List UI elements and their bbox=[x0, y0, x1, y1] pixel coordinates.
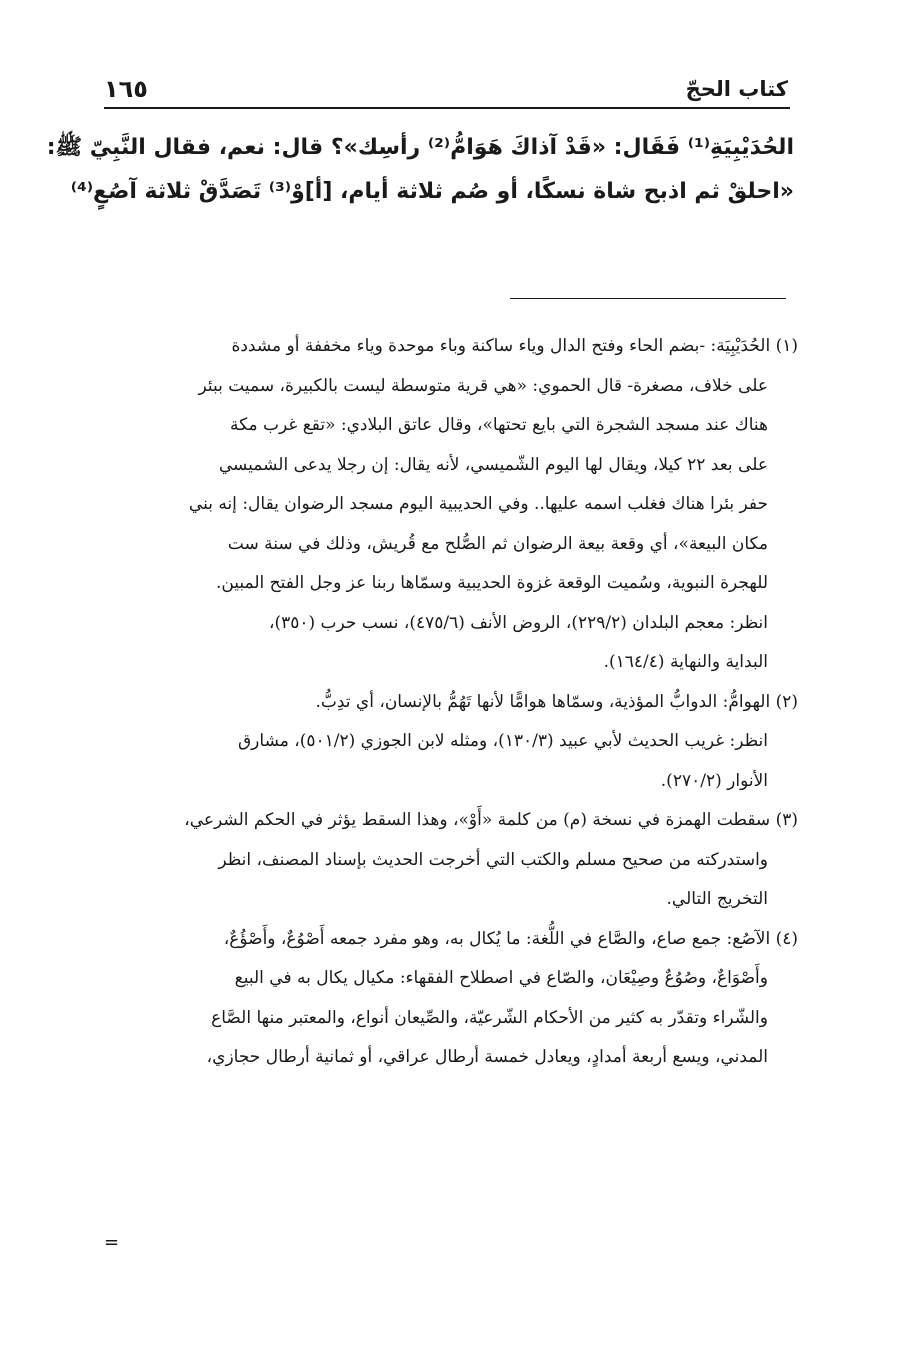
footnote-1-line: مكان البيعة»، أي وقعة بيعة الرضوان ثم الصُّلح مع قُريش، وذلك في سنة ست bbox=[227, 533, 768, 554]
main-text bbox=[46, 126, 794, 214]
footnotes bbox=[104, 327, 798, 1078]
footnote-1-line: للهجرة النبوية، وسُميت الوقعة غزوة الحديبية وسمّاها ربنا عز وجل الفتح المبين. bbox=[215, 573, 768, 593]
continuation-mark: = bbox=[104, 1232, 120, 1253]
footnote-4-line: (٤) الآصُع: جمع صاع، والصَّاع في اللُّغة: ما يُكال به، وهو مفرد جمعه أَصْوُعٌ، وأَصْؤُعٌ، bbox=[223, 928, 798, 949]
footnote-3-line: (٣) سقطت الهمزة في نسخة (م) من كلمة «أَوْ»، وهذا السقط يؤثر في الحكم الشرعي، bbox=[184, 810, 798, 830]
footnote-2-line: الأنوار (٢٧٠/٢). bbox=[660, 770, 768, 791]
footnote-1-line: حفر بئرا هناك فغلب اسمه عليها.. وفي الحديبية اليوم مسجد الرضوان يقال: إنه بني bbox=[188, 494, 768, 514]
footnote-1-line: على خلاف، مصغرة- قال الحموي: «هي قرية متوسطة ليست بالكبيرة، سميت ببئر bbox=[198, 375, 768, 396]
page-header bbox=[104, 72, 788, 106]
footnote-separator bbox=[510, 298, 786, 299]
main-text-line: الحُدَيْبِيَةِ⁽¹⁾ فَقَال: «قَدْ آذاكَ هَوَامُّ⁽²⁾ رأسِك»؟ قال: نعم، فقال النَّبِيّ ﷺ: bbox=[46, 135, 794, 160]
footnote-4-line: وأَصْوَاعٌ، وصُوُعٌ وصِيْعَان، والصّاع في اصطلاح الفقهاء: مكيال يكال به في البيع bbox=[234, 968, 768, 988]
footnote-4-line: المدني، ويسع أربعة أمدادٍ، ويعادل خمسة أرطال عراقي، أو ثمانية أرطال حجازي، bbox=[206, 1047, 768, 1067]
footnote-2-line: انظر: غريب الحديث لأبي عبيد (١٣٠/٣)، ومثله لابن الجوزي (٥٠١/٢)، مشارق bbox=[237, 731, 768, 751]
footnote-1-line: (١) الحُدَيْبِيَة: -بضم الحاء وفتح الدال وياء ساكنة وباء موحدة وياء مخففة أو مشددة bbox=[231, 336, 798, 356]
footnote-3-line: التخريج التالي. bbox=[666, 889, 768, 909]
footnote-1-line: البداية والنهاية (١٦٤/٤). bbox=[603, 652, 768, 672]
footnote-2-line: (٢) الهوامُّ: الدوابُّ المؤذية، وسمّاها هوامًّا لأنها تَهُمُّ بالإنسان، أي تدِبُّ. bbox=[315, 691, 798, 712]
footnote-4-line: والشّراء وتقدّر به كثير من الأحكام الشّرعيّة، والصِّيعان أنواع، والمعتبر منها الصَّاع bbox=[211, 1007, 768, 1028]
footnote-1-line: على بعد ٢٢ كيلا، ويقال لها اليوم الشّميسي، لأنه يقال: إن رجلا يدعى الشميسي bbox=[218, 454, 768, 475]
header-rule bbox=[104, 107, 790, 109]
footnote-1-line: انظر: معجم البلدان (٢٢٩/٢)، الروض الأنف (٤٧٥/٦)، نسب حرب (٣٥٠)، bbox=[268, 612, 768, 633]
footnote-3-line: واستدركته من صحيح مسلم والكتب التي أخرجت الحديث بإسناد المصنف، انظر bbox=[218, 849, 768, 870]
footnote-1-line: هناك عند مسجد الشجرة التي بايع تحتها»، وقال عاتق البلادي: «تقع غرب مكة bbox=[230, 415, 768, 435]
main-text-line: «احلقْ ثم اذبح شاة نسكًا، أو صُم ثلاثة أيام، [أ]وْ⁽³⁾ تَصَدَّقْ ثلاثة آصُعٍ⁽⁴⁾ bbox=[70, 179, 794, 204]
running-title: كتاب الحجّ bbox=[685, 77, 788, 101]
page-number: ١٦٥ bbox=[104, 75, 148, 103]
